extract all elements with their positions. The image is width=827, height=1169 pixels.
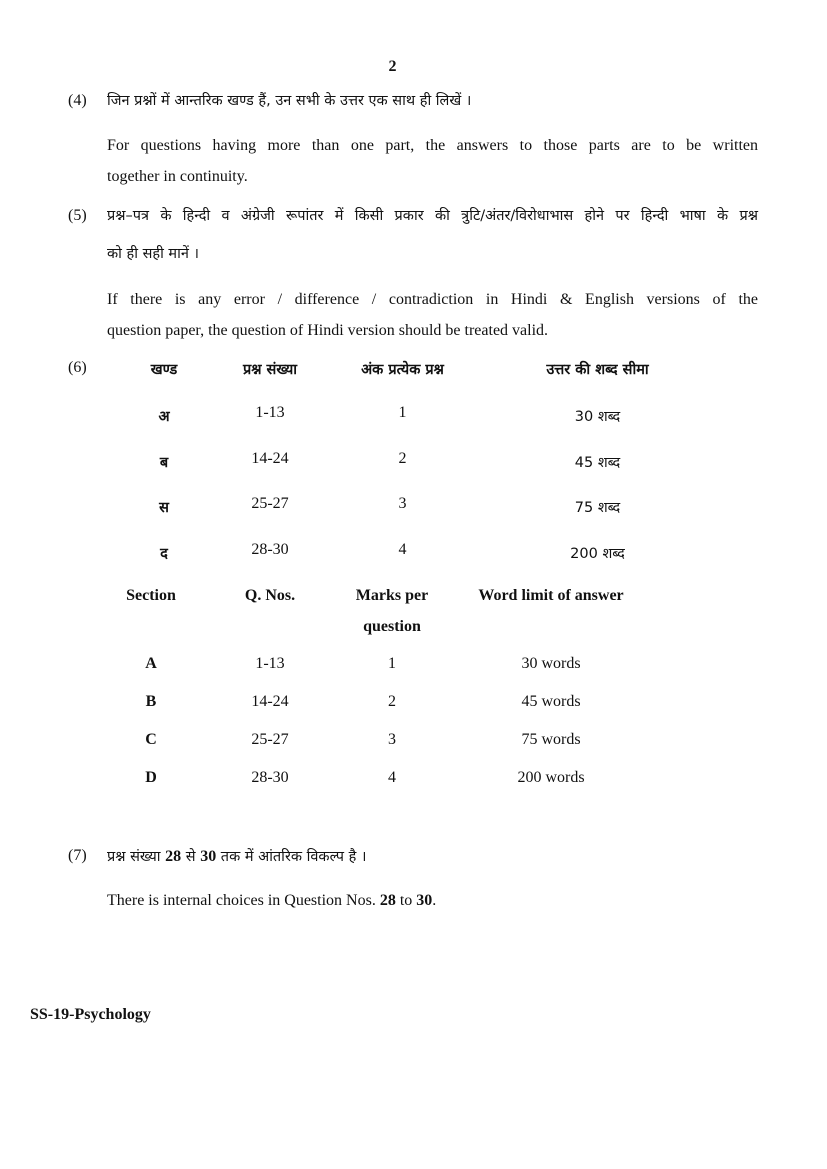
item-5-number: (5) — [68, 207, 87, 224]
english-row-4-marks: 4 — [388, 769, 396, 786]
item-7-hindi-part-1: प्रश्न संख्या — [107, 849, 166, 865]
english-row-1-section: A — [145, 655, 157, 672]
english-header-word-limit: Word limit of answer — [478, 587, 624, 604]
item-5-hindi-line-2: को ही सही मानें । — [107, 246, 200, 262]
hindi-row-2-section: ब — [159, 455, 169, 471]
english-row-1-qnos: 1-13 — [255, 655, 285, 672]
english-row-4-section: D — [145, 769, 157, 786]
hindi-row-1-qnos: 1-13 — [255, 404, 285, 421]
hindi-row-3-marks: 3 — [398, 495, 407, 512]
english-header-marks-line-2: question — [363, 618, 421, 635]
item-7-hindi-to-number: 30 — [200, 848, 217, 865]
hindi-row-4-qnos: 28-30 — [251, 541, 289, 558]
hindi-header-marks: अंक प्रत्येक प्रश्न — [361, 362, 444, 378]
hindi-row-1-section: अ — [158, 409, 170, 425]
english-header-qnos: Q. Nos. — [244, 587, 296, 604]
hindi-row-4-word-limit: 200 शब्द — [570, 546, 625, 562]
hindi-row-3-qnos: 25-27 — [251, 495, 289, 512]
english-header-marks: Marks per — [355, 587, 429, 604]
hindi-row-2-qnos: 14-24 — [251, 450, 289, 467]
hindi-row-1-marks: 1 — [398, 404, 407, 421]
item-4-number: (4) — [68, 92, 87, 109]
hindi-row-3-word-limit: 75 शब्द — [574, 500, 621, 516]
item-7-hindi-from-number: 28 — [165, 848, 182, 865]
item-4-english-line-1: For questions having more than one part, the answers to those parts are to be written — [107, 137, 758, 154]
english-row-3-word-limit: 75 words — [521, 731, 581, 748]
english-header-section: Section — [126, 587, 176, 604]
footer-paper-code: SS-19-Psychology — [30, 1006, 151, 1023]
hindi-row-2-marks: 2 — [398, 450, 407, 467]
english-row-2-qnos: 14-24 — [251, 693, 289, 710]
item-5-hindi-line-1: प्रश्न–पत्र के हिन्दी व अंग्रेजी रूपांतर में किसी प्रकार की त्रुटि/अंतर/विरोधाभास होने पर हिन्दी भाषा के प्रश्न — [107, 208, 758, 224]
item-7-hindi-part-2: से — [181, 849, 201, 865]
english-row-4-word-limit: 200 words — [517, 769, 585, 786]
english-row-1-word-limit: 30 words — [521, 655, 581, 672]
hindi-header-qnos: प्रश्न संख्या — [243, 362, 297, 378]
hindi-row-4-section: द — [160, 546, 168, 562]
page-number: 2 — [388, 58, 397, 75]
hindi-row-3-section: स — [159, 500, 169, 516]
item-5-english-line-2: question paper, the question of Hindi version should be treated valid. — [107, 322, 549, 339]
english-row-3-section: C — [145, 731, 157, 748]
hindi-row-4-marks: 4 — [398, 541, 407, 558]
hindi-row-2-word-limit: 45 शब्द — [574, 455, 621, 471]
item-7-english-to-number: 30 — [416, 892, 433, 909]
item-7-english-part-2: to — [395, 892, 417, 909]
item-7-hindi — [107, 841, 758, 873]
english-row-3-qnos: 25-27 — [251, 731, 289, 748]
item-6-number: (6) — [68, 359, 87, 376]
item-7-number: (7) — [68, 847, 87, 864]
english-row-2-section: B — [145, 693, 157, 710]
hindi-row-1-word-limit: 30 शब्द — [574, 409, 621, 425]
english-row-3-marks: 3 — [388, 731, 396, 748]
hindi-header-word-limit: उत्तर की शब्द सीमा — [546, 362, 649, 378]
item-7-hindi-part-3: तक में आंतरिक विकल्प है । — [216, 849, 367, 865]
english-row-2-marks: 2 — [388, 693, 396, 710]
item-4-english-line-2: together in continuity. — [107, 168, 248, 185]
english-row-1-marks: 1 — [388, 655, 396, 672]
item-4-hindi: जिन प्रश्नों में आन्तरिक खण्ड हैं, उन सभी के उत्तर एक साथ ही लिखें । — [107, 93, 472, 109]
english-row-4-qnos: 28-30 — [251, 769, 289, 786]
item-7-english-from-number: 28 — [379, 892, 396, 909]
item-5-english-line-1: If there is any error / difference / contradiction in Hindi & English versions of the — [107, 291, 758, 308]
item-7-english-part-1: There is internal choices in Question Nos. — [107, 892, 380, 909]
item-7-english — [107, 885, 758, 916]
english-row-2-word-limit: 45 words — [521, 693, 581, 710]
hindi-header-section: खण्ड — [150, 362, 178, 378]
item-7-english-part-3: . — [432, 892, 437, 909]
